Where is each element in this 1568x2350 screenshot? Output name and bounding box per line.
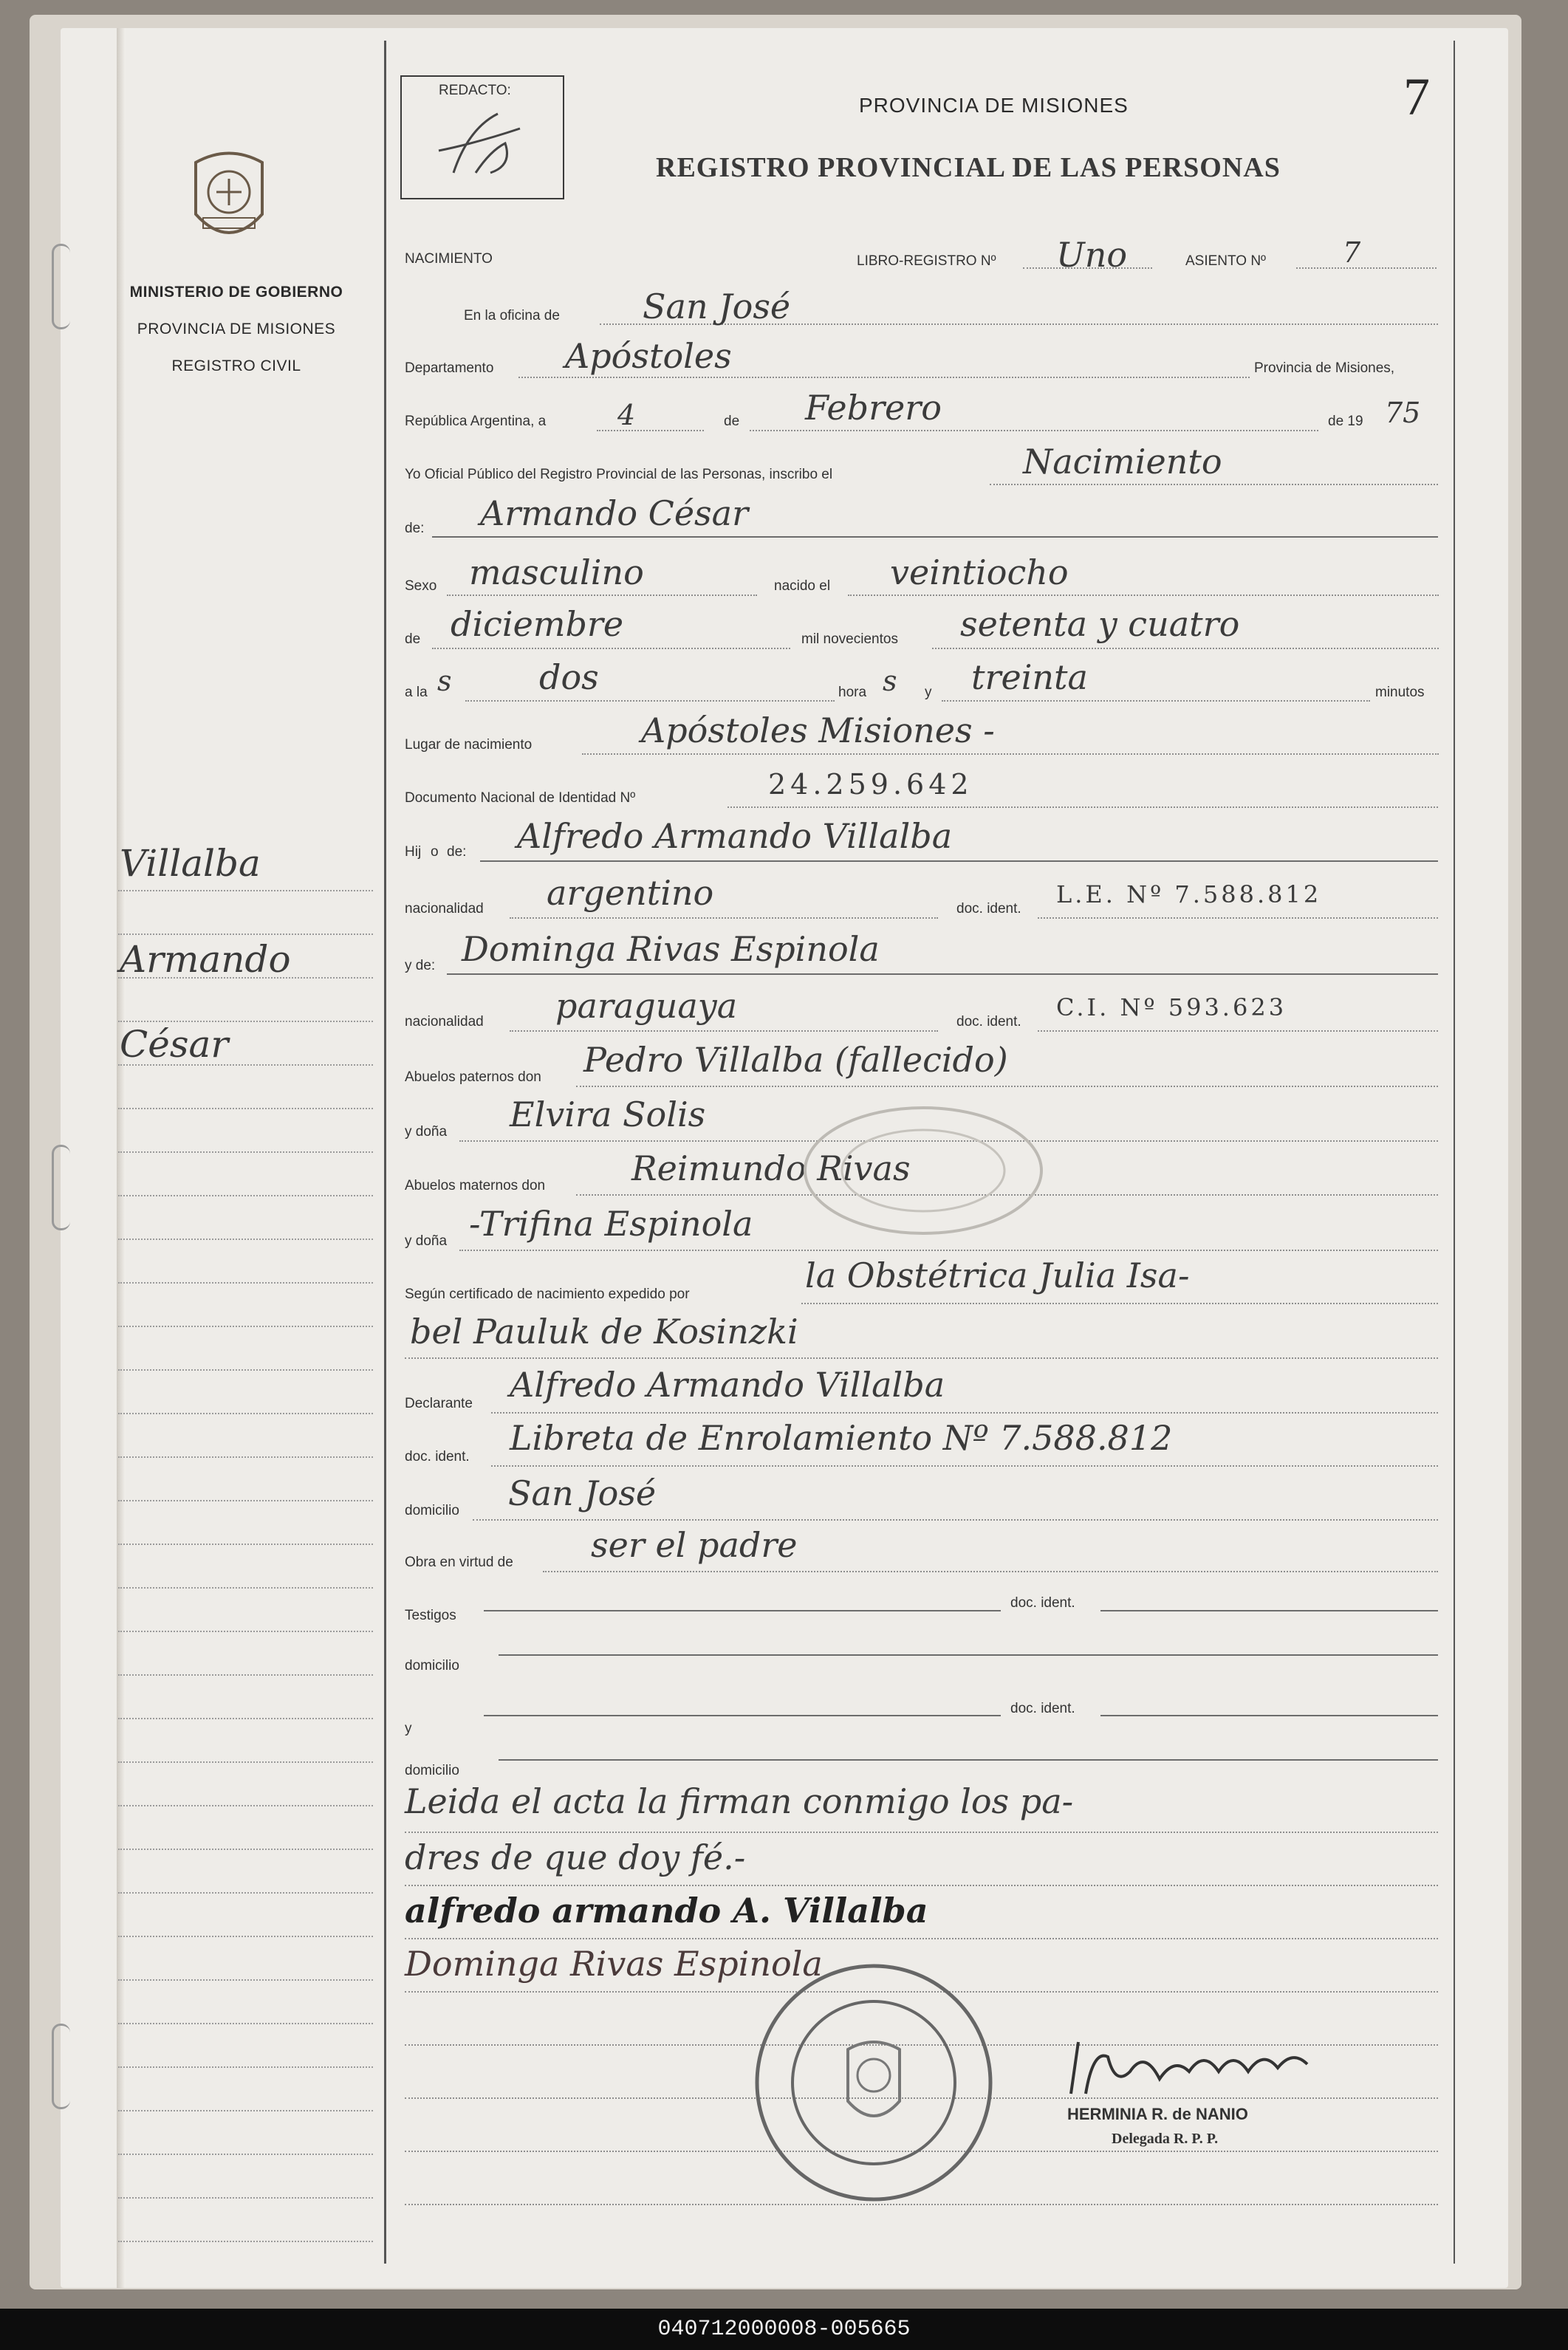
obra-line	[543, 1571, 1438, 1572]
margin-line	[118, 1805, 373, 1806]
testigos-label: Testigos	[405, 1608, 456, 1623]
leida-text-1: Leida el acta la firman conmigo los pa-	[405, 1781, 1074, 1821]
anio-value: 75	[1385, 397, 1421, 429]
departamento-value: Apóstoles	[565, 336, 732, 376]
abuelo-paterno-value: Pedro Villalba (fallecido)	[583, 1040, 1008, 1080]
hora-value: dos	[539, 657, 599, 697]
leida-line-1	[405, 1832, 1438, 1833]
certificado-label: Según certificado de nacimiento expedido por	[405, 1287, 690, 1302]
nacido-label: nacido el	[774, 578, 831, 594]
right-border	[1454, 41, 1455, 2264]
y-de-label: y de:	[405, 958, 436, 973]
oficina-value: San José	[643, 287, 791, 326]
abuela-materna-value: -Trifina Espinola	[469, 1204, 753, 1244]
delegada-name: HERMINIA R. de NANIO	[1067, 2105, 1248, 2123]
asiento-label: ASIENTO Nº	[1185, 253, 1266, 269]
margin-line	[118, 934, 373, 935]
hijo-suffix: o	[431, 844, 439, 860]
padre-doc-value: L.E. Nº 7.588.812	[1056, 880, 1322, 908]
mes-nac-value: diciembre	[451, 604, 624, 644]
domicilio-line	[473, 1519, 1438, 1521]
y-dona-label-2: y doña	[405, 1233, 448, 1249]
departamento-line	[518, 377, 1250, 378]
redacto-label: REDACTO:	[439, 83, 511, 98]
margin-line	[118, 1239, 373, 1240]
anio-nac-line	[932, 648, 1439, 649]
margin-surname: Villalba	[120, 842, 261, 885]
y-label: y	[925, 685, 932, 700]
padre-value: Alfredo Armando Villalba	[517, 816, 953, 856]
margin-line	[118, 1500, 373, 1501]
padre-line	[480, 860, 1438, 862]
margin-line	[118, 1326, 373, 1327]
mes-nac-line	[432, 648, 790, 649]
declarante-label: Declarante	[405, 1396, 473, 1411]
declarante-doc-line	[491, 1465, 1438, 1467]
margin-line	[118, 1761, 373, 1763]
redacto-initials-icon	[424, 99, 542, 188]
testigo2-line	[484, 1715, 1001, 1716]
ab-pat-don-line	[576, 1086, 1438, 1087]
margin-line	[118, 1151, 373, 1153]
mes-value: Febrero	[805, 388, 942, 428]
margin-line	[118, 1936, 373, 1937]
padre-doc-line	[1038, 917, 1438, 919]
firma-padre: alfredo armando A. Villalba	[405, 1891, 928, 1931]
declarante-line	[491, 1412, 1438, 1414]
dia-value: 4	[617, 399, 636, 431]
faded-seal-icon	[798, 1100, 1049, 1241]
left-heading-registry: REGISTRO CIVIL	[171, 357, 301, 374]
abuelo-materno-value: Reimundo Rivas	[631, 1148, 911, 1188]
header-province: PROVINCIA DE MISIONES	[859, 94, 1129, 117]
left-heading-ministry: MINISTERIO DE GOBIERNO	[129, 284, 343, 301]
padre-nac-line	[510, 917, 938, 919]
margin-line	[118, 1587, 373, 1589]
sexo-value: masculino	[469, 552, 644, 592]
domicilio-value: San José	[508, 1473, 657, 1513]
left-heading-province: PROVINCIA DE MISIONES	[137, 321, 336, 338]
firma-madre: Dominga Rivas Espinola	[405, 1944, 823, 1984]
margin-line	[118, 1892, 373, 1894]
dni-label: Documento Nacional de Identidad Nº	[405, 790, 636, 806]
margin-line	[118, 2241, 373, 2242]
sexo-label: Sexo	[405, 578, 437, 594]
margin-line	[118, 1718, 373, 1719]
testigos-domicilio-label-1: domicilio	[405, 1658, 459, 1674]
margin-line	[118, 1413, 373, 1414]
provincia-label: Provincia de Misiones,	[1254, 360, 1395, 376]
de-label: de	[724, 414, 740, 429]
minutos-line	[942, 700, 1370, 702]
a-la-suffix: s	[437, 665, 452, 697]
nacimiento-label: NACIMIENTO	[405, 251, 493, 267]
document-id-footer: 040712000008-005665	[0, 2309, 1568, 2350]
declarante-value: Alfredo Armando Villalba	[510, 1365, 945, 1405]
anio-nac-value: setenta y cuatro	[960, 604, 1240, 644]
margin-line	[118, 1674, 373, 1676]
padre-nacionalidad-label: nacionalidad	[405, 901, 484, 917]
madre-value: Dominga Rivas Espinola	[462, 929, 880, 969]
margin-first-name: Armando	[120, 938, 291, 981]
binding-stitch	[52, 244, 70, 329]
madre-line	[447, 973, 1438, 975]
madre-doc-label: doc. ident.	[956, 1014, 1021, 1030]
margin-line	[118, 890, 373, 891]
header-registry-title: REGISTRO PROVINCIAL DE LAS PERSONAS	[656, 152, 1281, 183]
testigos-line	[484, 1610, 1001, 1611]
margin-line	[118, 1108, 373, 1109]
obra-value: ser el padre	[591, 1525, 798, 1565]
anio-label: de 19	[1328, 414, 1363, 429]
hora-line	[465, 700, 835, 702]
ab-mat-dona-line	[459, 1250, 1438, 1251]
madre-nac-line	[510, 1030, 938, 1032]
sexo-line	[447, 595, 757, 596]
testigos-doc-line	[1100, 1610, 1438, 1611]
de2-label: de:	[405, 521, 425, 536]
padre-nacionalidad-value: argentino	[547, 873, 714, 913]
margin-line	[118, 2154, 373, 2155]
lugar-label: Lugar de nacimiento	[405, 737, 533, 753]
domicilio-label: domicilio	[405, 1503, 459, 1518]
y-dona-label-1: y doña	[405, 1124, 448, 1140]
margin-line	[118, 1631, 373, 1632]
madre-nacionalidad-label: nacionalidad	[405, 1014, 484, 1030]
certificado-value-2: bel Pauluk de Kosinzki	[410, 1312, 798, 1352]
binding-stitch	[52, 1145, 70, 1230]
page-number: 7	[1403, 67, 1430, 126]
asiento-value: 7	[1343, 236, 1361, 269]
margin-line	[118, 1064, 373, 1066]
margin-line	[118, 1544, 373, 1545]
margin-line	[118, 1021, 373, 1022]
declarante-doc-value: Libreta de Enrolamiento Nº 7.588.812	[510, 1418, 1173, 1458]
nacido-line	[848, 595, 1439, 596]
margin-line	[118, 2197, 373, 2199]
lugar-value: Apóstoles Misiones -	[641, 710, 995, 750]
dni-value: 24.259.642	[768, 768, 973, 801]
inscribo-value: Nacimiento	[1023, 442, 1222, 482]
certificado-line-1	[801, 1303, 1438, 1304]
firma-line-1	[405, 1938, 1438, 1939]
madre-doc-line	[1038, 1030, 1438, 1032]
margin-second-name: César	[120, 1023, 229, 1066]
lugar-line	[582, 753, 1439, 755]
testigos-domicilio-line-2	[499, 1759, 1438, 1761]
asiento-line	[1296, 267, 1437, 269]
certificado-value-1: la Obstétrica Julia Isa-	[805, 1255, 1190, 1295]
padre-doc-label: doc. ident.	[956, 901, 1021, 917]
margin-line	[118, 1195, 373, 1196]
margin-line	[118, 1849, 373, 1850]
margin-line	[118, 2023, 373, 2024]
madre-doc-value: C.I. Nº 593.623	[1056, 993, 1287, 1021]
delegada-signature-icon	[1064, 2027, 1329, 2109]
certificado-line-2	[405, 1357, 1438, 1359]
dia-line	[597, 430, 704, 431]
province-emblem-icon	[188, 148, 270, 251]
hora-suffix: s	[883, 665, 897, 697]
hijo-label: Hij	[405, 844, 422, 860]
abuelos-maternos-label: Abuelos maternos don	[405, 1178, 546, 1193]
column-divider	[384, 41, 386, 2264]
testigos-domicilio-line-1	[499, 1654, 1438, 1656]
testigo2-doc-line	[1100, 1715, 1438, 1716]
margin-line	[118, 1456, 373, 1458]
obra-label: Obra en virtud de	[405, 1555, 513, 1570]
delegada-role: Delegada R. P. P.	[1112, 2131, 1219, 2147]
testigos-doc-label: doc. ident.	[1010, 1595, 1075, 1611]
margin-line	[118, 2066, 373, 2068]
margin-line	[118, 1282, 373, 1284]
abuela-paterna-value: Elvira Solis	[510, 1095, 706, 1134]
departamento-label: Departamento	[405, 360, 494, 376]
libro-value: Uno	[1056, 235, 1128, 275]
leida-line-2	[405, 1885, 1438, 1886]
abuelos-paternos-label: Abuelos paternos don	[405, 1069, 541, 1085]
minutos-value: treinta	[971, 657, 1088, 697]
margin-line	[118, 977, 373, 979]
binding-stitch	[52, 2024, 70, 2109]
testigos-domicilio-label-2: domicilio	[405, 1763, 459, 1778]
a-la-label: a la	[405, 685, 428, 700]
libro-label: LIBRO-REGISTRO Nº	[857, 253, 996, 269]
testigo2-doc-label: doc. ident.	[1010, 1701, 1075, 1716]
madre-nacionalidad-value: paraguaya	[555, 986, 738, 1026]
margin-line	[118, 1979, 373, 1981]
oficina-label: En la oficina de	[464, 308, 560, 323]
mil-novecientos-label: mil novecientos	[801, 631, 898, 647]
margin-line	[118, 2110, 373, 2111]
republica-label: República Argentina, a	[405, 414, 547, 429]
yo-oficial-label: Yo Oficial Público del Registro Provincial de las Personas, inscribo el	[405, 467, 833, 482]
inscribo-line	[990, 484, 1438, 485]
mes-line	[750, 430, 1318, 431]
declarante-doc-label: doc. ident.	[405, 1449, 470, 1465]
margin-line	[118, 1369, 373, 1371]
nombre-value: Armando César	[480, 493, 749, 533]
nacido-value: veintiocho	[890, 552, 1069, 592]
nombre-line	[432, 536, 1438, 538]
y2-label: y	[405, 1721, 412, 1736]
leida-text-2: dres de que doy fé.-	[405, 1837, 746, 1877]
dni-line	[727, 806, 1438, 808]
registry-seal-icon	[752, 1961, 996, 2205]
minutos-label: minutos	[1375, 685, 1425, 700]
de3-label: de	[405, 631, 421, 647]
hora-label: hora	[838, 685, 867, 700]
hijo-de-label: de:	[447, 844, 467, 860]
redacto-box	[400, 75, 564, 199]
